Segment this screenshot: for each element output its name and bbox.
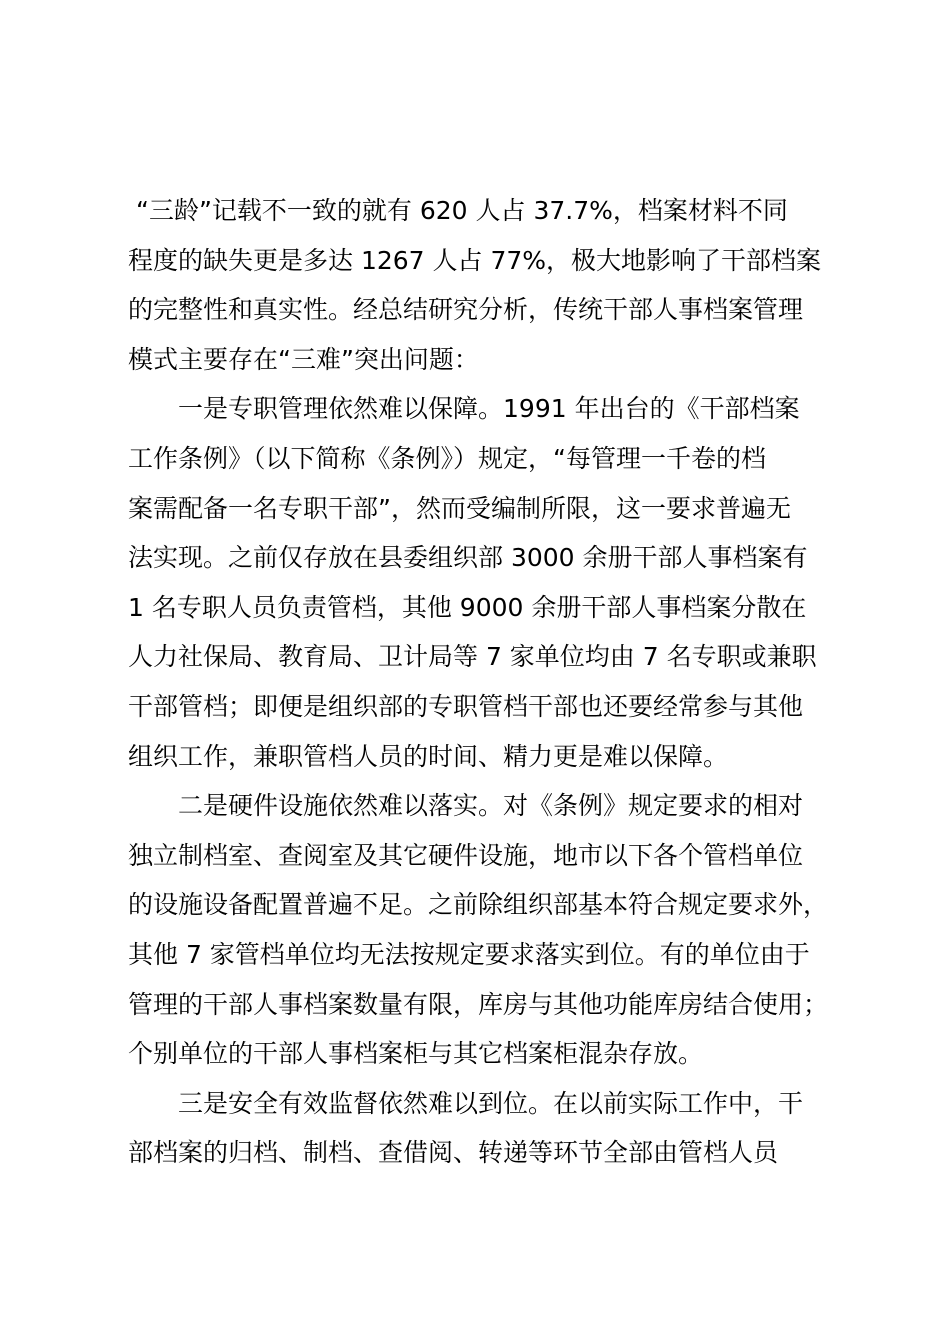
text-line: 法实现。之前仅存放在县委组织部 3000 余册干部人事档案有 xyxy=(128,543,808,573)
text-line: 干部管档；即便是组织部的专职管档干部也还要经常参与其他 xyxy=(128,691,804,721)
text-line: 模式主要存在“三难”突出问题： xyxy=(128,344,479,374)
text-line: 程度的缺失更是多达 1267 人占 77%，极大地影响了干部档案 xyxy=(128,245,822,275)
text-line: 管理的干部人事档案数量有限，库房与其他功能库房结合使用； xyxy=(128,989,829,1019)
text-line: 人力社保局、教育局、卫计局等 7 家单位均由 7 名专职或兼职 xyxy=(128,642,817,672)
text-line: 工作条例》（以下简称《条例》）规定，“每管理一千卷的档 xyxy=(128,443,766,473)
text-line: 的完整性和真实性。经总结研究分析，传统干部人事档案管理 xyxy=(128,295,804,325)
text-line: 的设施设备配置普遍不足。之前除组织部基本符合规定要求外， xyxy=(128,890,829,920)
text-line: 案需配备一名专职干部”，然而受编制所限，这一要求普遍无 xyxy=(128,493,791,523)
body-text xyxy=(128,186,843,1178)
text-line: 个别单位的干部人事档案柜与其它档案柜混杂存放。 xyxy=(128,1039,704,1069)
text-line: 1 名专职人员负责管档，其他 9000 余册干部人事档案分散在 xyxy=(128,592,807,622)
text-line: 部档案的归档、制档、查借阅、转递等环节全部由管档人员 xyxy=(128,1138,779,1168)
paragraph-first-line: 三是安全有效监督依然难以到位。在以前实际工作中，干 xyxy=(178,1088,804,1118)
paragraph-first-line: 一是专职管理依然难以保障。1991 年出台的《干部档案 xyxy=(178,394,800,424)
paragraph-first-line: 二是硬件设施依然难以落实。对《条例》规定要求的相对 xyxy=(178,791,804,821)
text-line: 组织工作，兼职管档人员的时间、精力更是难以保障。 xyxy=(128,741,729,771)
text-line: 独立制档室、查阅室及其它硬件设施，地市以下各个管档单位 xyxy=(128,840,804,870)
text-line: “三龄”记载不一致的就有 620 人占 37.7%，档案材料不同 xyxy=(136,196,788,225)
text-line: 其他 7 家管档单位均无法按规定要求落实到位。有的单位由于 xyxy=(128,939,810,969)
